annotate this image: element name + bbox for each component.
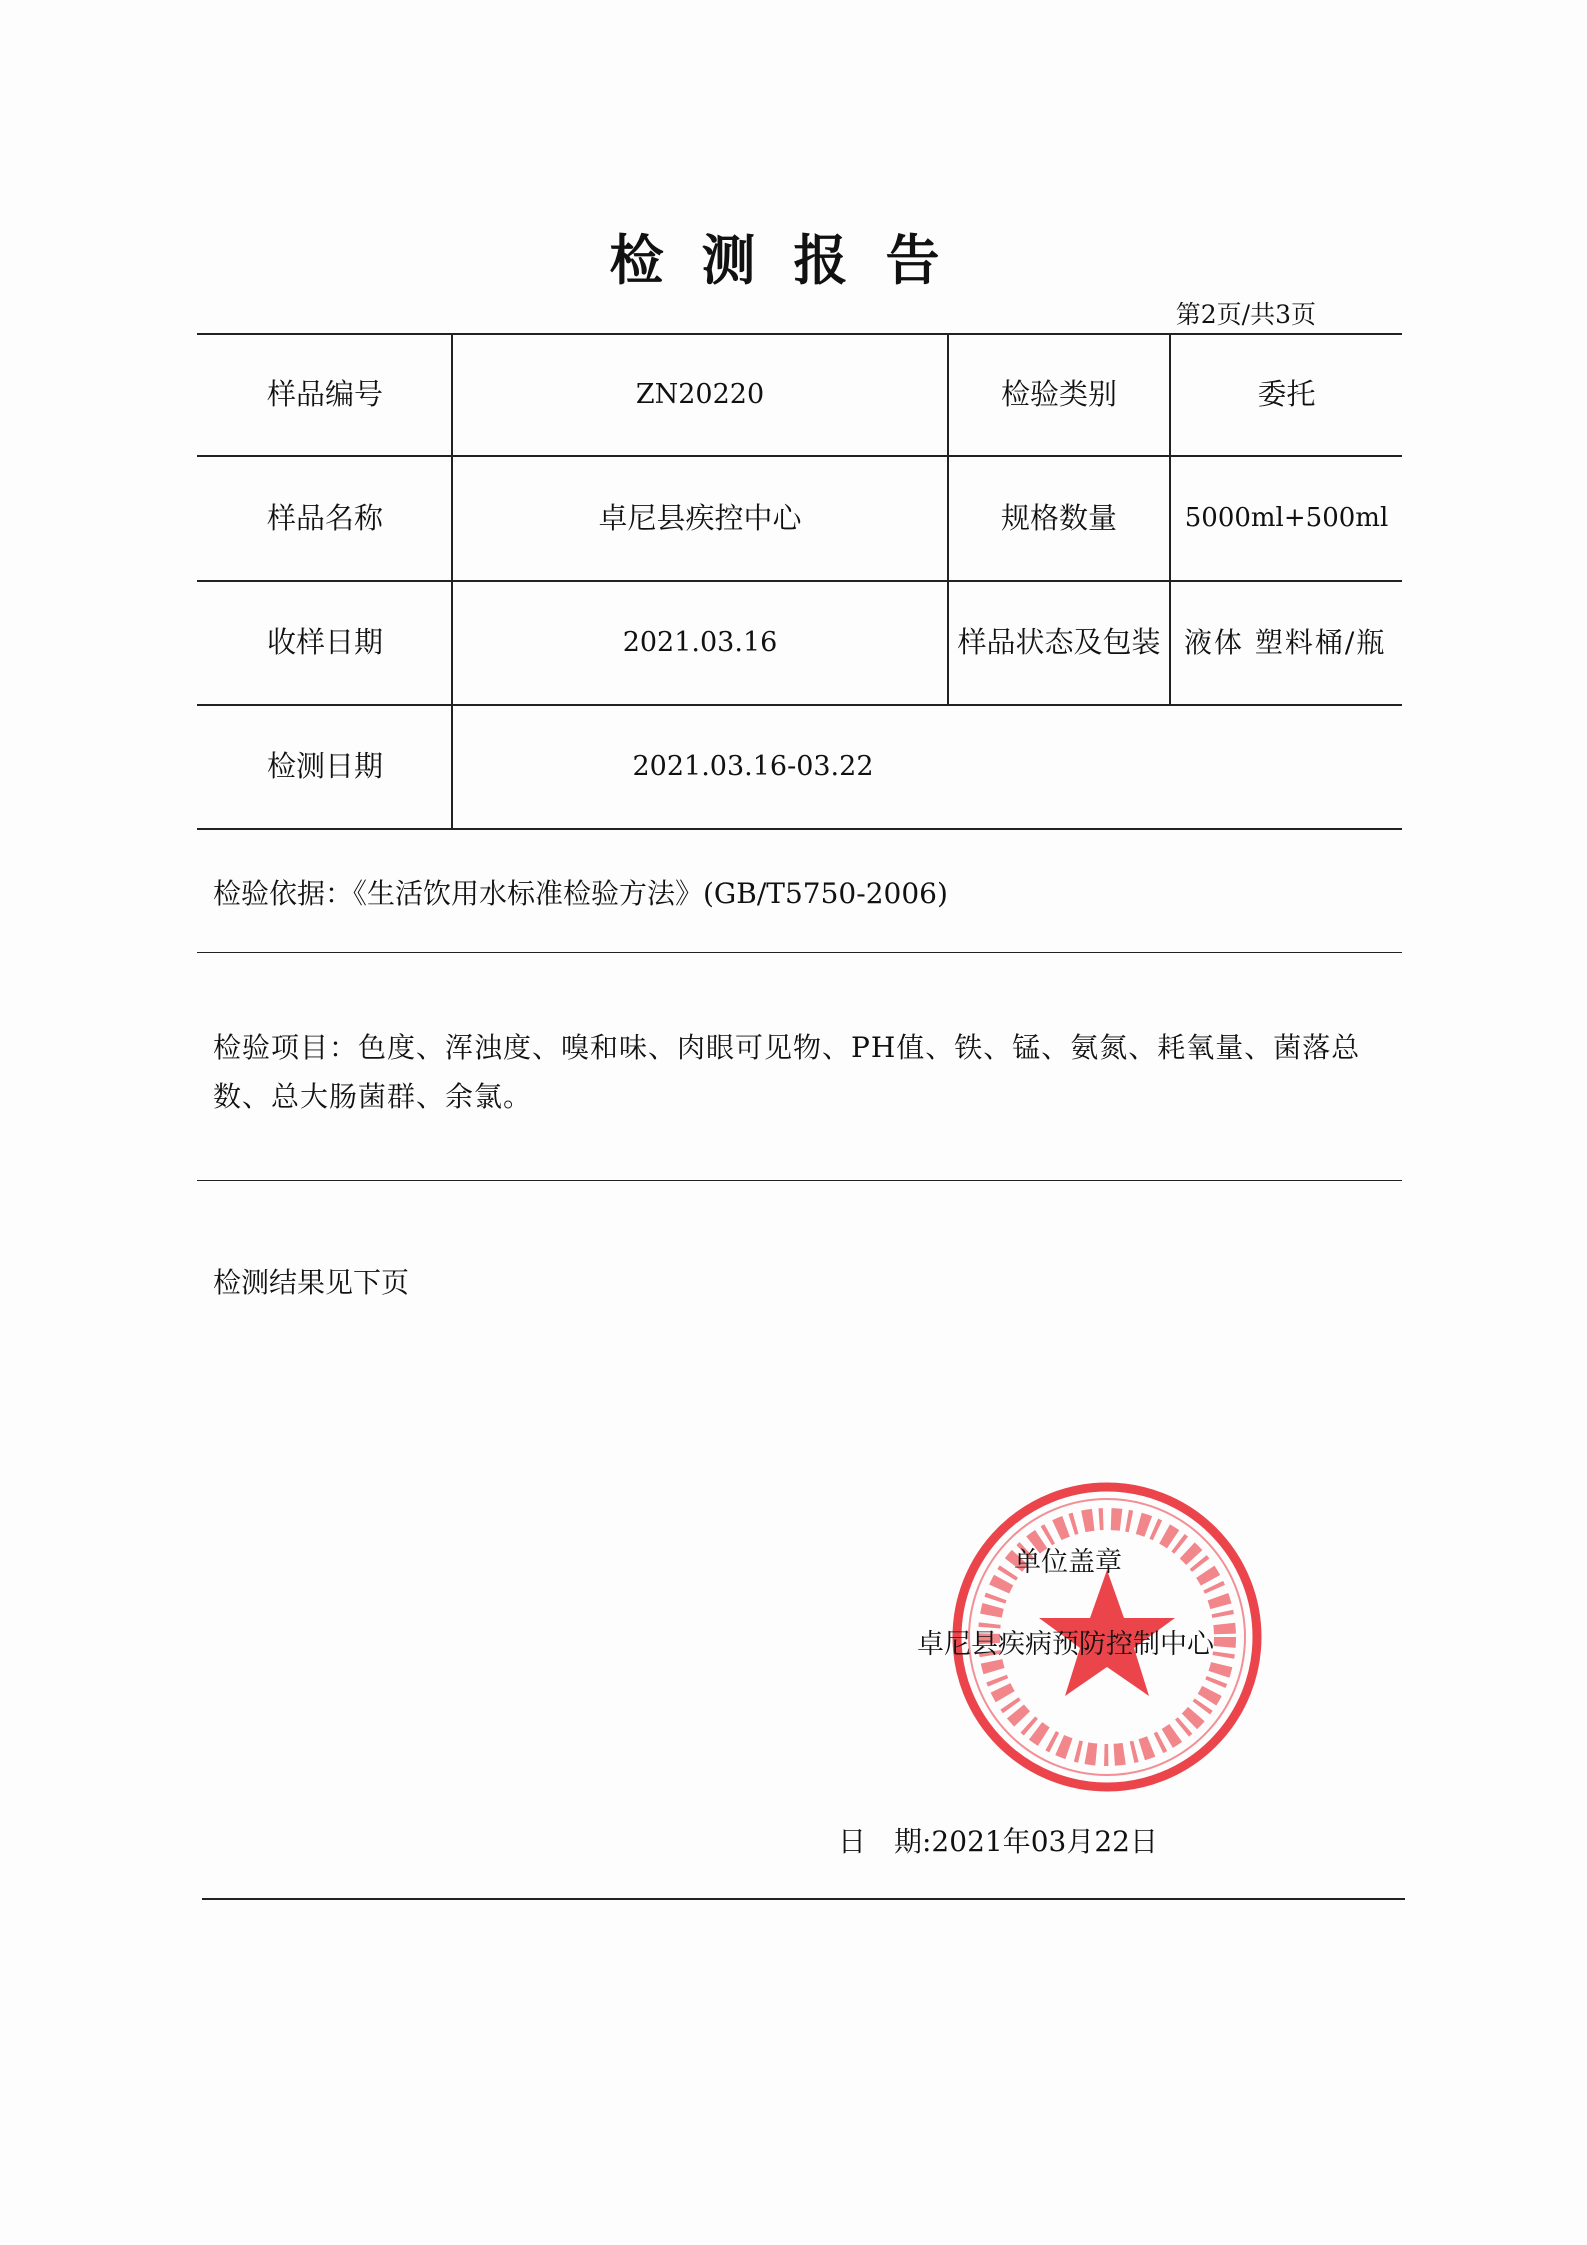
receive-date-label: 收样日期 (266, 625, 383, 660)
test-date-label: 检测日期 (266, 749, 383, 784)
page-indicator: 第2页/共3页 (1175, 300, 1316, 329)
sample-name-value: 卓尼县疾控中心 (598, 500, 802, 535)
spec-label: 规格数量 (1000, 500, 1117, 535)
spec-value: 5000ml+500ml (1184, 502, 1389, 533)
sample-no-label: 样品编号 (266, 377, 383, 412)
inspect-type-label: 检验类别 (1000, 377, 1117, 412)
sample-state-value: 液体 塑料桶/瓶 (1184, 626, 1387, 659)
document-title: 检测报告 (609, 229, 978, 292)
sample-no-value: ZN20220 (635, 379, 765, 411)
divider (197, 952, 1402, 953)
inspection-basis: 检验依据：《生活饮用水标准检验方法》(GB/T5750-2006) (213, 877, 948, 910)
footer-line (202, 1898, 1405, 1900)
report-date: 日 期:2021年03月22日 (838, 1825, 1158, 1858)
test-date-value: 2021.03.16-03.22 (632, 751, 874, 783)
divider (197, 1180, 1402, 1181)
inspection-items: 检验项目：色度、浑浊度、嗅和味、肉眼可见物、PH值、铁、锰、氨氮、耗氧量、菌落总数、总大肠菌群、余氯。 (213, 1031, 1361, 1113)
receive-date-value: 2021.03.16 (622, 627, 778, 659)
inspect-type-value: 委托 (1257, 377, 1316, 412)
seal-label: 单位盖章 (1014, 1547, 1122, 1578)
organization-name: 卓尼县疾病预防控制中心 (917, 1629, 1214, 1660)
result-note: 检测结果见下页 (213, 1266, 410, 1299)
sample-state-label: 样品状态及包装 (957, 625, 1161, 660)
table-border-bottom (197, 828, 1402, 830)
sample-name-label: 样品名称 (266, 500, 383, 535)
